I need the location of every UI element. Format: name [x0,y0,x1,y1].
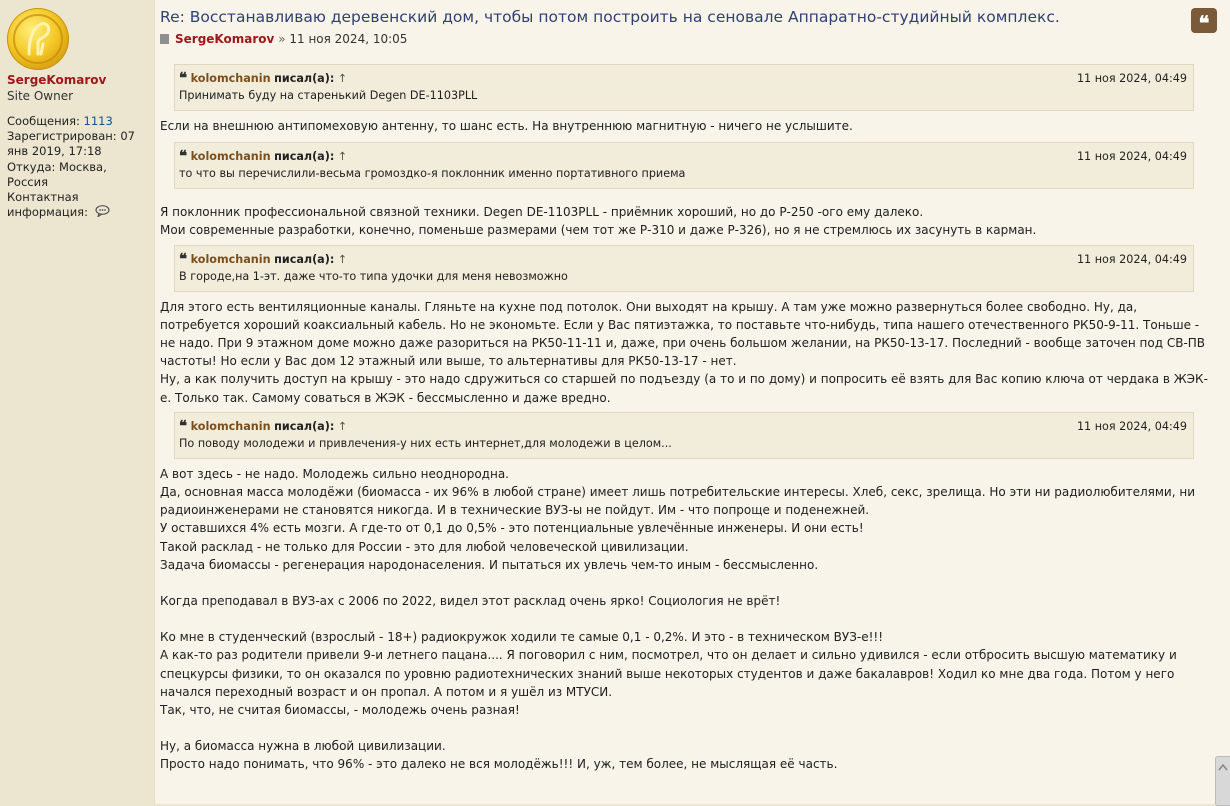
quote-block [174,245,1194,292]
quote-author-link[interactable]: kolomchanin [190,72,271,85]
quote-block [174,142,1194,189]
quote-date: 11 ноя 2024, 04:49 [1076,252,1187,266]
post-icon[interactable] [160,34,169,44]
quote-header [179,418,1187,435]
blank-line [160,574,1210,592]
reply-paragraph: Задача биомассы - регенерация народонаселения. И пытаться их увлечь чем-то иным - бессмысленно. [160,557,819,572]
quote-icon: ❝ [1198,11,1210,35]
quote-source-arrow-icon[interactable]: ↑ [337,252,348,266]
reply-paragraph: Мои современные разработки, конечно, поменьше размерами (чем тот же Р-310 и даже Р-326), но я не стремлюсь их засунуть в карман. [160,223,1037,238]
quote-author-link[interactable]: kolomchanin [190,150,271,164]
posts-label: Сообщения: [7,114,80,128]
post-date: 11 ноя 2024, 10:05 [289,32,408,46]
quote-header [179,251,1187,268]
reply-paragraph: А как-то раз родители привели 9-и летнего пацана.... Я поговорил с ним, посмотрел, что он делает и сильно удивился - если отбросить высшую математику и спецкурсы физики, то он оказался по уровню радиотехнических знаний выше некоторых студентов и даже бакалавров! Ходил ко мне два года. Потом у него начался переходный возраст и он пропал. А потом и я ушёл из МТУСИ. [160,648,1177,699]
location-label: Откуда: [7,159,56,174]
quote-mark-icon: ❝ [179,69,188,87]
reply-paragraph: Ну, а как получить доступ на крышу - это надо сдружиться со старшей по подъезду (а то и по дому) и попросить её взять для Вас копию ключа от чердака в ЖЭК-е. Только так. Самому соваться в ЖЭК - бессмысленно и даже вредно. [160,372,1208,405]
chevron-up-icon [1218,763,1228,771]
quote-mark-icon: ❝ [179,416,188,435]
avatar[interactable] [7,8,69,70]
reply-paragraph: Я поклонник профессиональной связной техники. Degen DE-1103PLL - приёмник хороший, но до Р-250 -ого ему далеко. [160,205,924,220]
reply-paragraph: Ну, а биомасса нужна в любой цивилизации. [160,739,446,754]
quote-author-link[interactable]: kolomchanin [190,419,271,433]
posts-count-row [7,114,147,129]
quote-button[interactable] [1191,8,1217,33]
reply-paragraph: Для этого есть вентиляционные каналы. Гляньте на кухне под потолок. Они выходят на крышу. А там уже можно развернуться более свободно. Ну, да, потребуется хороший коаксиальный кабель. Но не экономьте. Если у Вас пятиэтажка, то поставьте что-нибудь, типа нашего отечественного РК50-9-11. Тоньше - не надо. При 9 этажном доме можно даже разориться на РК50-11-11 и, даже, при очень большом желании, на РК50-13-17. Последний - вообще заточен под СВ-ПВ частоты! Но если у Вас дом 12 этажный или выше, то альтернативы для РК50-13-17 - нет. [160,299,1206,369]
registered-label: Зарегистрирован: [7,129,117,144]
profile-details [7,114,147,221]
quote-header [179,148,1187,165]
quote-author-link[interactable]: kolomchanin [190,252,271,266]
post-title-link[interactable]: Re: Восстанавливаю деревенский дом, чтобы потом построить на сеновале Аппаратно-студийный комплекс. [160,8,1060,26]
quote-date: 11 ноя 2024, 04:49 [1076,72,1187,85]
quote-text: По поводу молодежи и привлечения-у них есть интернет,для молодежи в целом... [179,436,672,450]
blank-line [160,610,1210,628]
quote-text: Принимать буду на старенький Degen DE-1103PLL [179,89,478,102]
quote-date: 11 ноя 2024, 04:49 [1076,419,1187,433]
reply-block [160,465,1210,774]
quote-block [174,412,1194,459]
posts-count-link[interactable]: 1113 [83,114,113,128]
reply-paragraph: А вот здесь - не надо. Молодежь сильно неоднородна. [160,466,509,481]
quote-wrote-label: писал(а): [274,72,335,85]
reply-paragraph: Если на внешнюю антипомеховую антенну, то шанс есть. На внутреннюю магнитную - ничего не услышите. [160,119,853,133]
scroll-to-top-button[interactable] [1215,756,1230,806]
post-author-link[interactable]: SergeKomarov [175,32,275,46]
reply-paragraph: Да, основная масса молодёжи (биомасса - их 96% в любой стране) имеет лишь потребительские интересы. Хлеб, секс, зрелища. Но эти ни радиолюбителями, ни радиоинженерами не становятся никогда. И в технические ВУЗ-ы не пойдут. Им - что попроще и поденежней. [160,485,1195,518]
post-content [160,60,1210,774]
speech-bubble-icon[interactable] [95,205,110,221]
quote-header [179,70,1187,87]
quote-wrote-label: писал(а): [274,150,335,164]
quote-mark-icon: ❝ [179,147,188,166]
quote-wrote-label: писал(а): [274,419,335,433]
post-byline [160,32,407,46]
quote-source-arrow-icon[interactable]: ↑ [337,419,348,433]
contact-label: Контактная информация: [7,190,88,220]
registered-row [7,129,147,159]
reply-paragraph: У оставшихся 4% есть мозги. А где-то от 0,1 до 0,5% - это потенциальные увлечённые инженеры. И они есть! [160,521,864,536]
quote-source-arrow-icon[interactable]: ↑ [337,150,348,164]
reply-paragraph: Просто надо понимать, что 96% - это далеко не вся молодёжь!!! И, уж, тем более, не мыслящая её часть. [160,757,838,772]
user-rank: Site Owner [7,89,74,103]
quote-wrote-label: писал(а): [274,252,335,266]
quote-mark-icon: ❝ [179,249,188,268]
registered-value: 07 янв 2019, 17:18 [7,129,135,159]
location-value: Москва, Россия [7,159,107,189]
post-body [154,0,1230,804]
blank-line [160,719,1210,737]
quote-block [174,64,1194,111]
reply-paragraph: Такой расклад - не только для России - это для любой человеческой цивилизации. [160,539,689,554]
author-profile [0,0,152,804]
quote-source-arrow-icon[interactable]: ↑ [337,72,348,85]
quote-date: 11 ноя 2024, 04:49 [1076,150,1187,164]
byline-separator: » [278,32,286,46]
reply-paragraph: Так, что, не считая биомассы, - молодежь очень разная! [160,703,520,718]
quote-text: то что вы перечислили-весьма громоздко-я поклонник именно портативного приема [179,167,686,181]
reply-paragraph: Когда преподавал в ВУЗ-ах с 2006 по 2022, видел этот расклад очень ярко! Социология не врёт! [160,594,781,609]
avatar-logo-icon [7,8,69,70]
location-row [7,160,147,190]
reply-paragraph: Ко мне в студенческий (взрослый - 18+) радиокружок ходили те самые 0,1 - 0,2%. И это - в техническом ВУЗ-е!!! [160,630,884,645]
profile-username-link[interactable]: SergeKomarov [7,73,107,87]
contact-row [7,190,147,221]
quote-text: В городе,на 1-эт. даже что-то типа удочки для меня невозможно [179,269,568,283]
